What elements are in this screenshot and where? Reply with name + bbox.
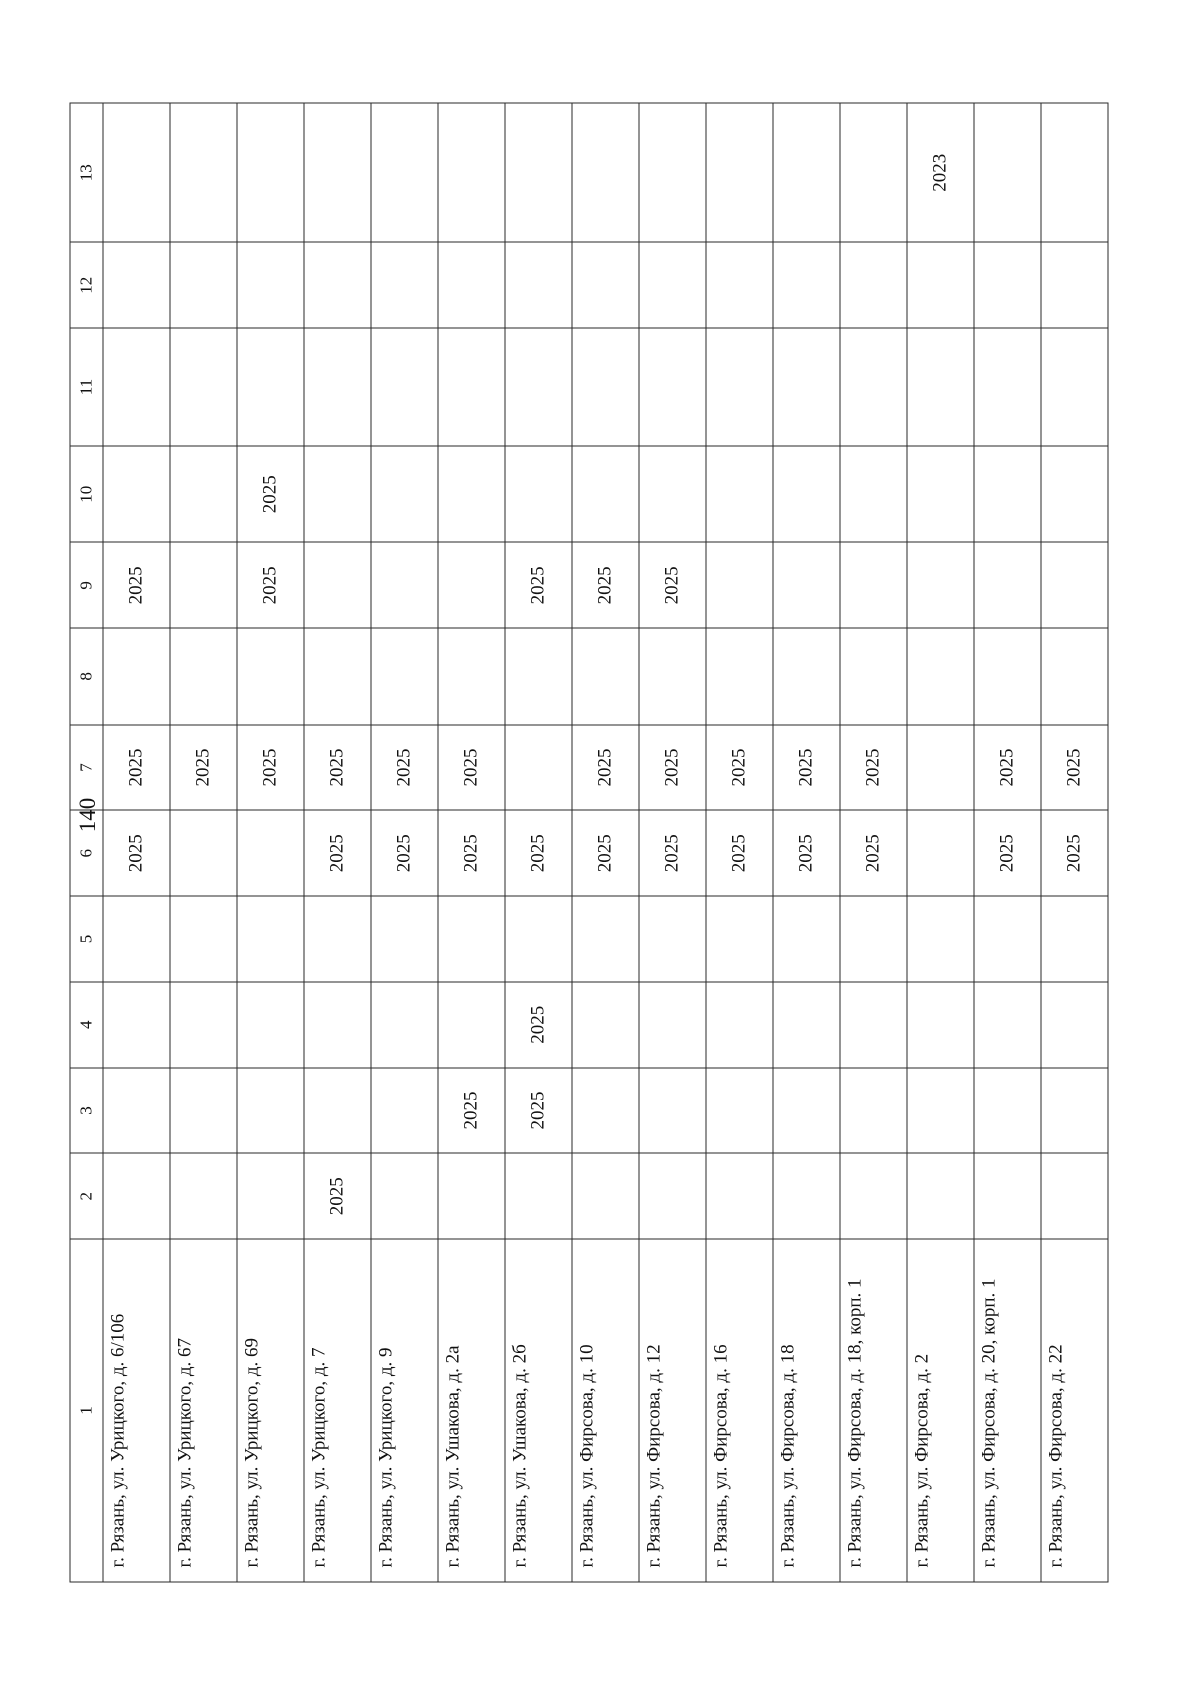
year-cell xyxy=(907,242,974,328)
year-cell xyxy=(103,103,170,242)
year-cell xyxy=(706,103,773,242)
year-cell xyxy=(103,446,170,542)
year-cell: 2025 xyxy=(237,542,304,628)
year-cell xyxy=(304,542,371,628)
year-cell xyxy=(840,1153,907,1239)
year-cell xyxy=(371,242,438,328)
address-cell: г. Рязань, ул. Фирсова, д. 12 xyxy=(639,1239,706,1582)
year-cell xyxy=(773,446,840,542)
year-cell: 2025 xyxy=(639,725,706,811)
table-row xyxy=(237,103,304,1582)
year-cell: 2025 xyxy=(572,725,639,811)
year-cell xyxy=(103,328,170,446)
year-cell xyxy=(773,328,840,446)
year-cell xyxy=(639,446,706,542)
year-cell xyxy=(438,446,505,542)
column-header-6: 6 xyxy=(70,810,103,896)
table-row xyxy=(170,103,237,1582)
year-cell xyxy=(237,982,304,1068)
repair-schedule-table xyxy=(70,103,1109,1583)
year-cell xyxy=(505,725,572,811)
year-cell xyxy=(170,446,237,542)
year-cell xyxy=(505,628,572,724)
year-cell: 2025 xyxy=(974,810,1041,896)
address-cell: г. Рязань, ул. Фирсова, д. 22 xyxy=(1041,1239,1108,1582)
header-row xyxy=(70,103,103,1582)
year-cell xyxy=(505,446,572,542)
year-cell: 2025 xyxy=(572,542,639,628)
year-cell xyxy=(907,446,974,542)
year-cell xyxy=(170,103,237,242)
year-cell xyxy=(304,982,371,1068)
year-cell xyxy=(840,103,907,242)
year-cell: 2025 xyxy=(773,725,840,811)
column-header-2: 2 xyxy=(70,1153,103,1239)
year-cell xyxy=(706,1153,773,1239)
year-cell xyxy=(1041,1153,1108,1239)
table-row xyxy=(572,103,639,1582)
year-cell xyxy=(170,1068,237,1154)
year-cell xyxy=(371,896,438,982)
table-row xyxy=(639,103,706,1582)
year-cell xyxy=(907,628,974,724)
year-cell xyxy=(773,242,840,328)
page-number: 140 xyxy=(75,797,100,833)
year-cell: 2025 xyxy=(103,725,170,811)
table-row xyxy=(773,103,840,1582)
year-cell xyxy=(170,628,237,724)
year-cell xyxy=(304,896,371,982)
year-cell xyxy=(438,242,505,328)
year-cell xyxy=(237,242,304,328)
year-cell: 2025 xyxy=(103,542,170,628)
year-cell xyxy=(572,1153,639,1239)
address-cell: г. Рязань, ул. Фирсова, д. 18 xyxy=(773,1239,840,1582)
year-cell xyxy=(773,628,840,724)
year-cell xyxy=(505,1153,572,1239)
year-cell: 2025 xyxy=(371,725,438,811)
year-cell: 2025 xyxy=(639,810,706,896)
year-cell: 2025 xyxy=(974,725,1041,811)
table-row xyxy=(438,103,505,1582)
year-cell xyxy=(840,328,907,446)
address-cell: г. Рязань, ул. Урицкого, д. 7 xyxy=(304,1239,371,1582)
year-cell xyxy=(103,628,170,724)
year-cell xyxy=(840,242,907,328)
year-cell: 2025 xyxy=(1041,725,1108,811)
column-header-12: 12 xyxy=(70,242,103,328)
year-cell: 2025 xyxy=(505,542,572,628)
year-cell xyxy=(304,242,371,328)
year-cell xyxy=(304,1068,371,1154)
address-cell: г. Рязань, ул. Урицкого, д. 69 xyxy=(237,1239,304,1582)
year-cell xyxy=(438,542,505,628)
year-cell xyxy=(840,1068,907,1154)
year-cell xyxy=(304,628,371,724)
year-cell xyxy=(237,896,304,982)
year-cell: 2025 xyxy=(103,810,170,896)
year-cell xyxy=(572,982,639,1068)
column-header-5: 5 xyxy=(70,896,103,982)
year-cell xyxy=(371,103,438,242)
year-cell xyxy=(237,1153,304,1239)
year-cell xyxy=(907,542,974,628)
year-cell xyxy=(1041,446,1108,542)
column-header-9: 9 xyxy=(70,542,103,628)
column-header-7: 7 xyxy=(70,725,103,811)
year-cell xyxy=(170,542,237,628)
year-cell xyxy=(304,446,371,542)
year-cell xyxy=(170,328,237,446)
table-row xyxy=(974,103,1041,1582)
year-cell: 2025 xyxy=(170,725,237,811)
year-cell xyxy=(706,982,773,1068)
address-cell: г. Рязань, ул. Ушакова, д. 2а xyxy=(438,1239,505,1582)
year-cell xyxy=(170,242,237,328)
year-cell xyxy=(103,1153,170,1239)
year-cell xyxy=(237,810,304,896)
year-cell xyxy=(572,328,639,446)
column-header-4: 4 xyxy=(70,982,103,1068)
year-cell xyxy=(572,103,639,242)
table-row xyxy=(1041,103,1108,1582)
address-cell: г. Рязань, ул. Урицкого, д. 67 xyxy=(170,1239,237,1582)
year-cell xyxy=(639,982,706,1068)
year-cell xyxy=(505,328,572,446)
year-cell xyxy=(505,242,572,328)
year-cell xyxy=(706,446,773,542)
year-cell xyxy=(974,103,1041,242)
year-cell: 2025 xyxy=(840,810,907,896)
year-cell xyxy=(103,242,170,328)
table-row xyxy=(907,103,974,1582)
address-cell: г. Рязань, ул. Фирсова, д. 20, корп. 1 xyxy=(974,1239,1041,1582)
year-cell xyxy=(438,1153,505,1239)
year-cell: 2025 xyxy=(505,982,572,1068)
year-cell xyxy=(572,896,639,982)
year-cell xyxy=(237,1068,304,1154)
year-cell xyxy=(907,725,974,811)
year-cell xyxy=(706,1068,773,1154)
year-cell xyxy=(371,1153,438,1239)
table-row xyxy=(371,103,438,1582)
address-cell: г. Рязань, ул. Ушакова, д. 2б xyxy=(505,1239,572,1582)
year-cell xyxy=(773,542,840,628)
year-cell xyxy=(639,1153,706,1239)
year-cell xyxy=(639,328,706,446)
column-header-10: 10 xyxy=(70,446,103,542)
year-cell xyxy=(438,982,505,1068)
year-cell: 2025 xyxy=(1041,810,1108,896)
year-cell xyxy=(1041,628,1108,724)
year-cell xyxy=(773,1153,840,1239)
year-cell: 2025 xyxy=(840,725,907,811)
year-cell: 2025 xyxy=(438,1068,505,1154)
year-cell xyxy=(974,982,1041,1068)
table-row xyxy=(505,103,572,1582)
year-cell: 2025 xyxy=(237,725,304,811)
year-cell: 2025 xyxy=(706,725,773,811)
year-cell xyxy=(639,103,706,242)
year-cell xyxy=(572,628,639,724)
year-cell xyxy=(639,242,706,328)
year-cell xyxy=(706,896,773,982)
year-cell: 2025 xyxy=(505,1068,572,1154)
table-row xyxy=(103,103,170,1582)
year-cell xyxy=(840,542,907,628)
rotated-table-container xyxy=(70,103,1085,1583)
year-cell xyxy=(438,896,505,982)
column-header-13: 13 xyxy=(70,103,103,242)
address-cell: г. Рязань, ул. Фирсова, д. 2 xyxy=(907,1239,974,1582)
table-row xyxy=(304,103,371,1582)
address-cell: г. Рязань, ул. Фирсова, д. 18, корп. 1 xyxy=(840,1239,907,1582)
year-cell xyxy=(639,1068,706,1154)
year-cell: 2023 xyxy=(907,103,974,242)
year-cell xyxy=(1041,242,1108,328)
year-cell xyxy=(773,1068,840,1154)
year-cell xyxy=(773,896,840,982)
year-cell xyxy=(572,1068,639,1154)
year-cell xyxy=(438,103,505,242)
year-cell xyxy=(840,628,907,724)
year-cell xyxy=(974,1068,1041,1154)
year-cell xyxy=(371,628,438,724)
year-cell xyxy=(706,242,773,328)
address-cell: г. Рязань, ул. Урицкого, д. 9 xyxy=(371,1239,438,1582)
year-cell xyxy=(974,896,1041,982)
year-cell: 2025 xyxy=(304,810,371,896)
address-cell: г. Рязань, ул. Фирсова, д. 16 xyxy=(706,1239,773,1582)
year-cell xyxy=(773,982,840,1068)
year-cell xyxy=(371,446,438,542)
year-cell xyxy=(438,628,505,724)
year-cell xyxy=(706,328,773,446)
column-header-3: 3 xyxy=(70,1068,103,1154)
year-cell xyxy=(840,896,907,982)
year-cell xyxy=(974,628,1041,724)
year-cell xyxy=(1041,328,1108,446)
year-cell xyxy=(237,328,304,446)
year-cell xyxy=(170,1153,237,1239)
year-cell xyxy=(974,328,1041,446)
address-cell: г. Рязань, ул. Фирсова, д. 10 xyxy=(572,1239,639,1582)
year-cell xyxy=(639,628,706,724)
year-cell xyxy=(371,1068,438,1154)
column-header-11: 11 xyxy=(70,328,103,446)
year-cell xyxy=(974,1153,1041,1239)
year-cell xyxy=(706,628,773,724)
year-cell xyxy=(907,896,974,982)
year-cell xyxy=(170,810,237,896)
year-cell xyxy=(1041,542,1108,628)
year-cell xyxy=(572,446,639,542)
year-cell: 2025 xyxy=(505,810,572,896)
year-cell: 2025 xyxy=(438,725,505,811)
year-cell xyxy=(974,242,1041,328)
year-cell xyxy=(304,328,371,446)
column-header-8: 8 xyxy=(70,628,103,724)
year-cell xyxy=(974,446,1041,542)
year-cell xyxy=(706,542,773,628)
year-cell: 2025 xyxy=(773,810,840,896)
year-cell xyxy=(371,328,438,446)
year-cell xyxy=(907,1068,974,1154)
table-row xyxy=(706,103,773,1582)
year-cell xyxy=(103,1068,170,1154)
year-cell xyxy=(505,896,572,982)
year-cell xyxy=(907,328,974,446)
year-cell xyxy=(840,446,907,542)
year-cell xyxy=(505,103,572,242)
year-cell xyxy=(840,982,907,1068)
year-cell xyxy=(170,896,237,982)
year-cell xyxy=(438,328,505,446)
year-cell xyxy=(237,103,304,242)
year-cell: 2025 xyxy=(237,446,304,542)
year-cell xyxy=(1041,982,1108,1068)
year-cell: 2025 xyxy=(438,810,505,896)
year-cell xyxy=(907,1153,974,1239)
year-cell xyxy=(773,103,840,242)
year-cell xyxy=(1041,1068,1108,1154)
year-cell xyxy=(103,896,170,982)
year-cell: 2025 xyxy=(639,542,706,628)
year-cell xyxy=(1041,896,1108,982)
year-cell: 2025 xyxy=(371,810,438,896)
year-cell xyxy=(1041,103,1108,242)
year-cell xyxy=(103,982,170,1068)
column-header-1: 1 xyxy=(70,1239,103,1582)
year-cell xyxy=(907,982,974,1068)
year-cell: 2025 xyxy=(304,1153,371,1239)
year-cell xyxy=(170,982,237,1068)
year-cell: 2025 xyxy=(706,810,773,896)
year-cell: 2025 xyxy=(304,725,371,811)
year-cell xyxy=(304,103,371,242)
address-cell: г. Рязань, ул. Урицкого, д. 6/106 xyxy=(103,1239,170,1582)
year-cell: 2025 xyxy=(572,810,639,896)
year-cell xyxy=(907,810,974,896)
year-cell xyxy=(371,542,438,628)
year-cell xyxy=(237,628,304,724)
table-row xyxy=(840,103,907,1582)
year-cell xyxy=(371,982,438,1068)
year-cell xyxy=(974,542,1041,628)
year-cell xyxy=(639,896,706,982)
table-body xyxy=(103,103,1108,1582)
year-cell xyxy=(572,242,639,328)
